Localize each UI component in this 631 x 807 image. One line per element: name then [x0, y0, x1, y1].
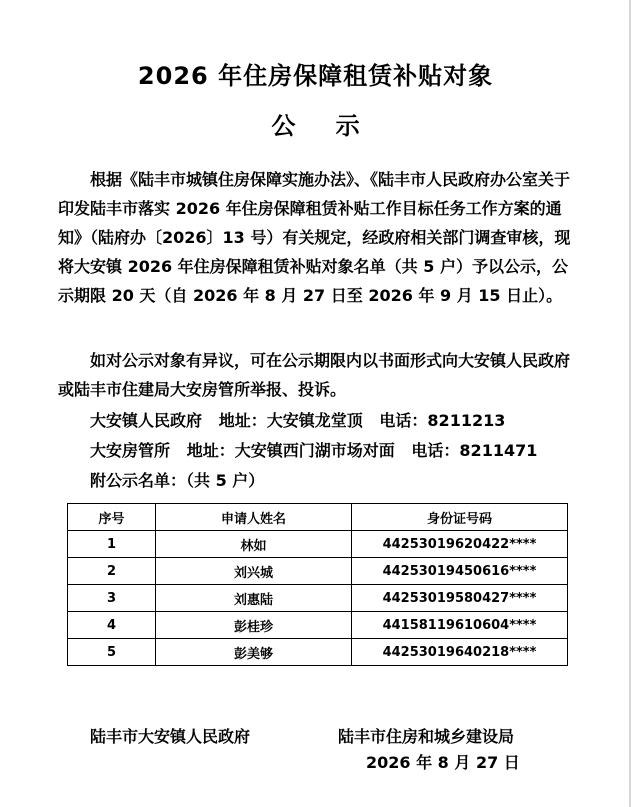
header-index: 序号 — [68, 504, 156, 531]
signing-date: 2026 年 8 月 27 日 — [366, 753, 520, 772]
cell-id-number: 44253019450616**** — [352, 558, 568, 585]
cell-id-number: 44253019640218**** — [352, 639, 568, 666]
recipients-table — [67, 503, 568, 666]
cell-id-number: 44158119610604**** — [352, 612, 568, 639]
signer-town-government: 陆丰市大安镇人民政府 — [90, 727, 251, 746]
contact-housing-office: 大安房管所 地址：大安镇西门湖市场对面 电话：8211471 — [90, 441, 538, 460]
table-header-row — [68, 504, 568, 531]
cell-name: 彭桂珍 — [156, 612, 352, 639]
table-row — [68, 531, 568, 558]
cell-index: 4 — [68, 612, 156, 639]
document-title: 2026 年住房保障租赁补贴对象 — [137, 62, 494, 90]
table-row — [68, 585, 568, 612]
notice-paragraph-2: 如对公示对象有异议，可在公示期限内以书面形式向大安镇人民政府或陆丰市住建局大安房管所举报、投诉。 — [58, 351, 571, 399]
cell-name: 刘兴城 — [156, 558, 352, 585]
table-row — [68, 612, 568, 639]
cell-index: 1 — [68, 531, 156, 558]
cell-id-number: 44253019620422**** — [352, 531, 568, 558]
table-row — [68, 558, 568, 585]
cell-index: 5 — [68, 639, 156, 666]
header-id-number: 身份证号码 — [352, 504, 568, 531]
header-name: 申请人姓名 — [156, 504, 352, 531]
contact-town-government: 大安镇人民政府 地址：大安镇龙堂顶 电话：8211213 — [90, 411, 506, 430]
cell-name: 林如 — [156, 531, 352, 558]
cell-index: 3 — [68, 585, 156, 612]
cell-name: 彭美够 — [156, 639, 352, 666]
list-intro: 附公示名单：（共 5 户） — [90, 471, 265, 490]
signer-housing-bureau: 陆丰市住房和城乡建设局 — [338, 727, 515, 746]
cell-id-number: 44253019580427**** — [352, 585, 568, 612]
cell-index: 2 — [68, 558, 156, 585]
cell-name: 刘惠陆 — [156, 585, 352, 612]
document-subtitle: 公 示 — [271, 112, 376, 140]
table-row — [68, 639, 568, 666]
notice-paragraph-1: 根据《陆丰市城镇住房保障实施办法》、《陆丰市人民政府办公室关于印发陆丰市落实 2026 年住房保障租赁补贴工作目标任务工作方案的通知》（陆府办〔2026〕13 号）有关规定，经政府相关部门调查审核，现将大安镇 2026 年住房保障租赁补贴对象名单（共 5 户）予以公示，公示期限 20 天（自 2026 年 8 月 27 日至 2026 年 9 月 15 日止）。 — [58, 170, 571, 305]
